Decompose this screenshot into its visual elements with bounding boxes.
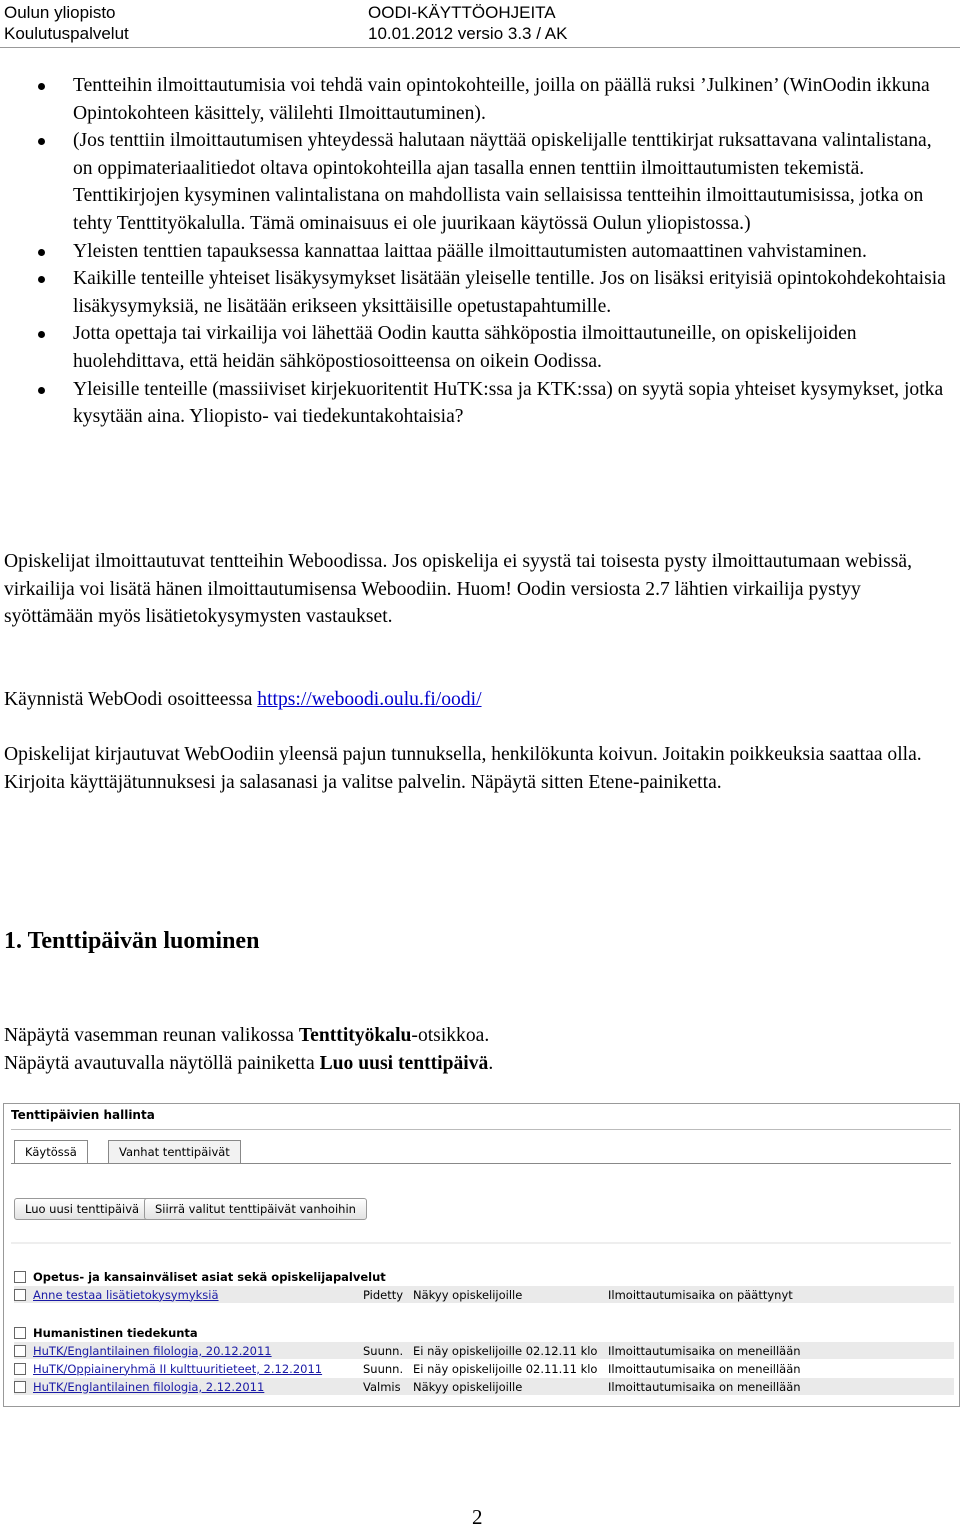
exam-day-link[interactable]: HuTK/Englantilainen filologia, 20.12.2011 <box>33 1343 272 1358</box>
section-separator <box>11 1242 951 1244</box>
move-selected-button[interactable]: Siirrä valitut tenttipäivät vanhoihin <box>144 1198 367 1220</box>
header-divider <box>0 47 960 48</box>
row-checkbox[interactable] <box>14 1381 26 1393</box>
table-row <box>14 1342 954 1359</box>
dept-name: Humanistinen tiedekunta <box>33 1325 198 1340</box>
bullet-dot-icon <box>38 138 45 145</box>
section-heading: 1. Tenttipäivän luominen <box>4 928 260 954</box>
page-header <box>0 0 960 44</box>
header-right <box>368 2 567 44</box>
bullet-item: Kaikille tenteille yhteiset lisäkysymykset lisätään yleiselle tentille. Jos on lisäksi erityisiä opintokohdekohtaisia lisäkysymyksiä, ne lisätään erikseen yksittäisille opetustapahtumille. <box>0 265 960 320</box>
row-status: Suunn. <box>363 1343 404 1358</box>
header-doc-title: OODI-KÄYTTÖOHJEITA <box>368 3 556 22</box>
exam-day-link[interactable]: HuTK/Englantilainen filologia, 2.12.2011 <box>33 1379 265 1394</box>
row-registration-info: Ilmoittautumisaika on meneillään <box>608 1343 801 1358</box>
dept-row <box>14 1268 954 1285</box>
row-checkbox[interactable] <box>14 1363 26 1375</box>
bullet-dot-icon <box>38 331 45 338</box>
row-visibility: Näkyy opiskelijoille <box>413 1379 523 1394</box>
row-visibility: Ei näy opiskelijoille 02.11.11 klo <box>413 1361 598 1376</box>
row-registration-info: Ilmoittautumisaika on meneillään <box>608 1361 801 1376</box>
exam-day-link[interactable]: Anne testaa lisätietokysymyksiä <box>33 1287 219 1302</box>
row-visibility: Näkyy opiskelijoille <box>413 1287 523 1302</box>
bullet-dot-icon <box>38 249 45 256</box>
table-row <box>14 1286 954 1303</box>
instruction-1: Näpäytä vasemman reunan valikossa Tenttityökalu-otsikkoa. <box>4 1025 490 1046</box>
header-left <box>4 2 129 44</box>
screenshot-title: Tenttipäivien hallinta <box>11 1108 155 1122</box>
header-version: 10.01.2012 versio 3.3 / AK <box>368 24 568 43</box>
table-row <box>14 1360 954 1377</box>
header-unit: Koulutuspalvelut <box>4 24 129 43</box>
instruction-2: Näpäytä avautuvalla näytöllä painiketta Luo uusi tenttipäivä. <box>4 1053 494 1074</box>
bullet-item: Tentteihin ilmoittautumisia voi tehdä vain opintokohteille, joilla on päällä ruksi ’Julkinen’ (WinOodin ikkuna Opintokohteen käsittely, välilehti Ilmoittautuminen). <box>0 72 960 127</box>
create-exam-day-button[interactable]: Luo uusi tenttipäivä <box>14 1198 150 1220</box>
bullet-list <box>0 72 960 431</box>
screenshot-title-rule <box>11 1129 951 1130</box>
row-registration-info: Ilmoittautumisaika on päättynyt <box>608 1287 793 1302</box>
row-status: Pidetty <box>363 1287 404 1302</box>
paragraph-login: Opiskelijat kirjautuvat WebOodiin yleensä pajun tunnuksella, henkilökunta koivun. Joitakin poikkeuksia saattaa olla. Kirjoita käyttäjätunnuksesi ja salasanasi ja valitse palvelin. Näpäytä sitten Etene-painiketta. <box>4 744 922 793</box>
dept-name: Opetus- ja kansainväliset asiat sekä opiskelijapalvelut <box>33 1269 386 1284</box>
tab-old-exam-days[interactable]: Vanhat tenttipäivät <box>108 1140 241 1164</box>
bullet-item: Yleisten tenttien tapauksessa kannattaa laittaa päälle ilmoittautumisten automaattinen vahvistaminen. <box>0 238 960 266</box>
table-row <box>14 1378 954 1395</box>
row-status: Valmis <box>363 1379 401 1394</box>
row-status: Suunn. <box>363 1361 404 1376</box>
row-registration-info: Ilmoittautumisaika on meneillään <box>608 1379 801 1394</box>
paragraph-registration: Opiskelijat ilmoittautuvat tentteihin Weboodissa. Jos opiskelija ei syystä tai toisesta pysty ilmoittautumaan webissä, virkailija voi lisätä hänen ilmoittautumisensa Weboodiin. Huom! Oodin versiosta 2.7 lähtien virkailija pystyy syöttämään myös lisätietokysymysten vastaukset. <box>4 551 912 628</box>
weboodi-link[interactable]: https://weboodi.oulu.fi/oodi/ <box>257 689 482 710</box>
bullet-item: Jotta opettaja tai virkailija voi lähettää Oodin kautta sähköpostia ilmoittautuneille, on opiskelijoiden huolehdittava, että heidän sähköpostiosoitteensa on oikein Oodissa. <box>0 320 960 375</box>
tab-in-use[interactable]: Käytössä <box>14 1140 88 1164</box>
dept-checkbox[interactable] <box>14 1271 26 1283</box>
embedded-screenshot <box>3 1103 960 1407</box>
row-visibility: Ei näy opiskelijoille 02.12.11 klo <box>413 1343 598 1358</box>
row-checkbox[interactable] <box>14 1289 26 1301</box>
paragraph-start-weboodi: Käynnistä WebOodi osoitteessa https://weboodi.oulu.fi/oodi/ <box>4 689 482 710</box>
bullet-dot-icon <box>38 83 45 90</box>
dept-row <box>14 1324 954 1341</box>
bullet-dot-icon <box>38 387 45 394</box>
bullet-item: (Jos tenttiin ilmoittautumisen yhteydessä halutaan näyttää opiskelijalle tenttikirjat ruksattavana valintalistana, on oppimateriaalitiedot oltava opintokohteilla ajan tasalla ennen tenttiin ilmoittautumisten tekemistä. Tenttikirjojen kysyminen valintalistana on mahdollista vain sellaisissa tentteihin ilmoittautumisissa, jotka on tehty Tenttityökalulla. Tämä ominaisuus ei ole juurikaan käytössä Oulun yliopistossa.) <box>0 127 960 237</box>
row-checkbox[interactable] <box>14 1345 26 1357</box>
bullet-dot-icon <box>38 276 45 283</box>
dept-checkbox[interactable] <box>14 1327 26 1339</box>
bullet-item: Yleisille tenteille (massiiviset kirjekuoritentit HuTK:ssa ja KTK:ssa) on syytä sopia yhteiset kysymykset, jotka kysytään aina. Yliopisto- vai tiedekuntakohtaisia? <box>0 376 960 431</box>
header-org: Oulun yliopisto <box>4 3 116 22</box>
page-number: 2 <box>472 1505 483 1529</box>
exam-day-link[interactable]: HuTK/Oppiaineryhmä II kulttuuritieteet, 2.12.2011 <box>33 1361 323 1376</box>
tab-bar-line <box>11 1163 951 1164</box>
